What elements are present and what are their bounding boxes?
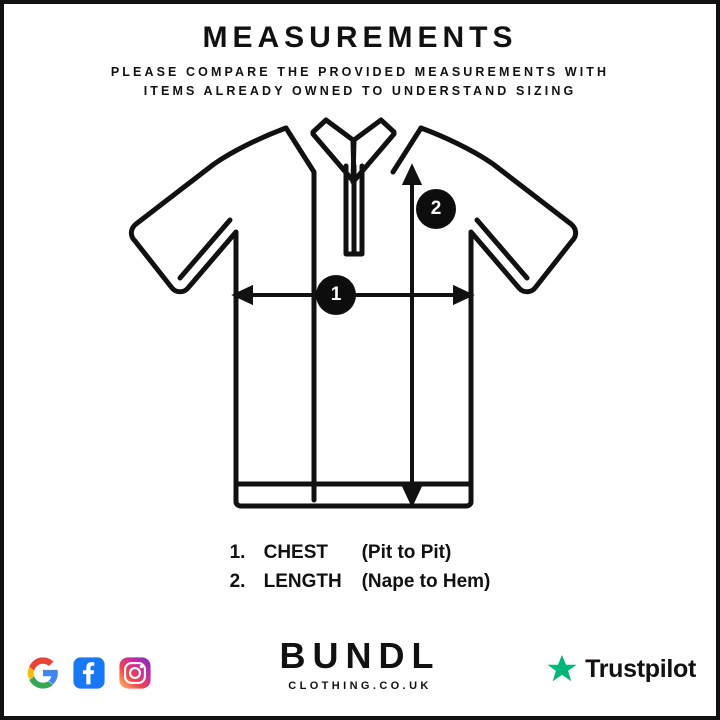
trustpilot-badge[interactable] [547,654,696,684]
legend-detail: (Pit to Pit) [361,542,452,563]
brand-name: BUNDL [279,635,441,676]
length-measure-arrow [405,168,419,503]
trustpilot-label: Trustpilot [585,654,696,683]
measurement-legend [4,538,716,597]
footer [4,628,716,698]
instagram-icon[interactable] [118,656,152,690]
subtitle-line-1: PLEASE COMPARE THE PROVIDED MEASUREMENTS WITH [110,64,610,79]
header [4,22,716,101]
marker-length: 2 [416,189,456,229]
legend-item-length [230,567,491,596]
legend-item-chest [230,538,491,567]
legend-label: LENGTH [263,571,342,593]
trustpilot-star-icon [547,654,577,684]
page-title: MEASUREMENTS [202,21,518,54]
subtitle [4,63,716,102]
legend-label: CHEST [263,542,328,563]
subtitle-line-2: ITEMS ALREADY OWNED TO UNDERSTAND SIZING [143,83,577,98]
marker-chest: 1 [316,275,356,315]
polo-shirt-diagram [114,112,614,522]
legend-number: 1. [229,542,246,563]
brand-logo [279,635,441,692]
google-icon[interactable] [26,656,60,690]
legend-number: 2. [229,571,246,593]
brand-url: CLOTHING.CO.UK [288,680,432,692]
legend-detail: (Nape to Hem) [361,571,491,593]
polo-shirt-outline [114,112,614,522]
facebook-icon[interactable] [72,656,106,690]
social-links [26,656,152,690]
